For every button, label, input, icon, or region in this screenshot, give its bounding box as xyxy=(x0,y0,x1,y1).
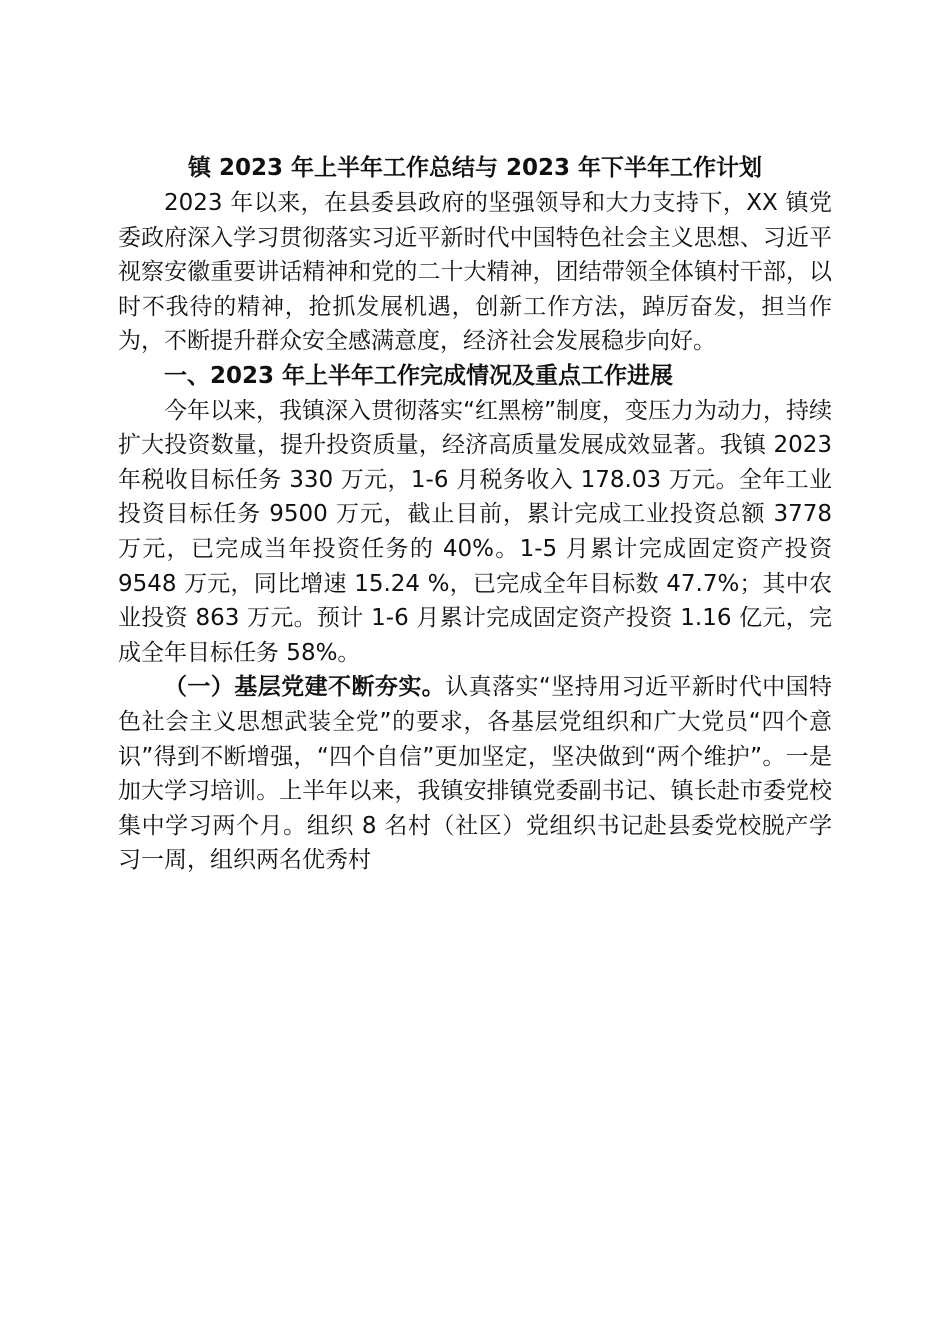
section-paragraph: 今年以来，我镇深入贯彻落实“红黑榜”制度，变压力为动力，持续扩大投资数量，提升投资质量，经济高质量发展成效显著。我镇 2023 年税收目标任务 330 万元，1-6 月税务收入 178.03 万元。全年工业投资目标任务 9500 万元，截止目前，累计完成工业投资总额 3778 万元，已完成当年投资任务的 40%。1-5 月累计完成固定资产投资 9548 万元，同比增速 15.24 %，已完成全年目标数 47.7%；其中农业投资 863 万元。预计 1-6 月累计完成固定资产投资 1.16 亿元，完成全年目标任务 58%。 xyxy=(118,397,832,666)
subsection-lead: （一）基层党建不断夯实。 xyxy=(164,674,446,701)
subsection-paragraph xyxy=(118,670,832,878)
document-title: 镇 2023 年上半年工作总结与 2023 年下半年工作计划 xyxy=(187,155,763,181)
document-page xyxy=(118,150,832,878)
intro-paragraph: 2023 年以来，在县委县政府的坚强领导和大力支持下，XX 镇党委政府深入学习贯彻落实习近平新时代中国特色社会主义思想、习近平视察安徽重要讲话精神和党的二十大精神，团结带领全体镇村干部，以时不我待的精神，抢抓发展机遇，创新工作方法，踔厉奋发，担当作为，不断提升群众安全感满意度，经济社会发展稳步向好。 xyxy=(118,190,832,355)
section-heading: 一、2023 年上半年工作完成情况及重点工作进展 xyxy=(164,362,674,389)
subsection-body: 认真落实“坚持用习近平新时代中国特色社会主义思想武装全党”的要求，各基层党组织和广大党员“四个意识”得到不断增强，“四个自信”更加坚定，坚决做到“两个维护”。一是加大学习培训。上半年以来，我镇安排镇党委副书记、镇长赴市委党校集中学习两个月。组织 8 名村（社区）党组织书记赴县委党校脱产学习一周，组织两名优秀村 xyxy=(118,674,833,874)
